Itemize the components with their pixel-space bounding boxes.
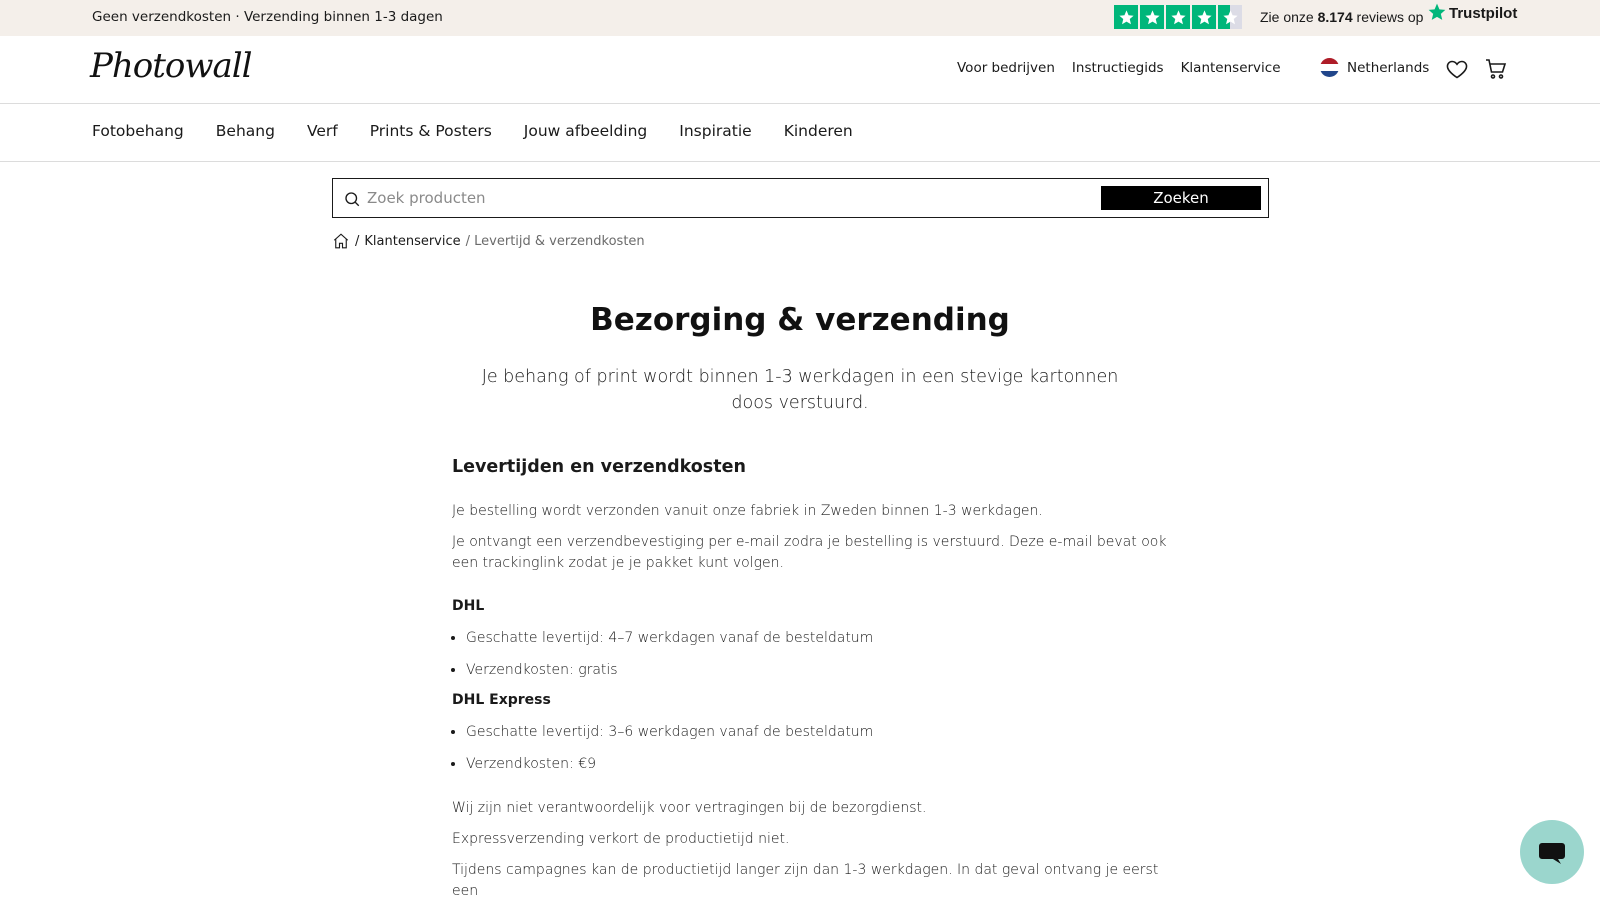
site-header [0, 36, 1600, 104]
nav-fotobehang[interactable]: Fotobehang [92, 122, 184, 140]
trustpilot-star-icon [1427, 2, 1447, 22]
home-icon[interactable] [332, 232, 350, 250]
list-item: • Geschatte levertijd: 3–6 werkdagen vanaf de besteldatum [466, 722, 1172, 742]
link-voor-bedrijven[interactable]: Voor bedrijven [957, 60, 1055, 76]
paragraph-shipping-origin: Je bestelling wordt verzonden vanuit onze fabriek in Zweden binnen 1-3 werkdagen. [452, 503, 1043, 519]
logo-wordmark: Photowall [90, 46, 252, 86]
nav-kinderen[interactable]: Kinderen [783, 122, 853, 140]
star-icon [1166, 5, 1190, 29]
search-input[interactable] [367, 184, 1097, 212]
shipping-content [452, 457, 1172, 900]
search-icon [343, 190, 361, 208]
section-title: Levertijden en verzendkosten [452, 457, 746, 477]
list-item: • Verzendkosten: €9 [466, 754, 1172, 774]
breadcrumb-klantenservice[interactable]: Klantenservice [364, 233, 461, 249]
star-icon [1114, 5, 1138, 29]
carrier-dhl-express-list [466, 722, 1172, 774]
main-navigation [0, 104, 1600, 162]
carrier-dhl-list [466, 628, 1172, 680]
breadcrumb-current: / Levertijd & verzendkosten [465, 233, 645, 249]
list-item: • Geschatte levertijd: 4–7 werkdagen vanaf de besteldatum [466, 628, 1172, 648]
list-item: • Verzendkosten: gratis [466, 660, 1172, 680]
carrier-dhl-title: DHL [452, 598, 485, 614]
reviews-suffix: reviews op [1356, 9, 1424, 25]
carrier-dhl-express-title: DHL Express [452, 692, 551, 708]
header-links [957, 60, 1281, 76]
nav-jouw-afbeelding[interactable]: Jouw afbeelding [523, 122, 648, 140]
paragraph-carrier-delays: Wij zijn niet verantwoordelijk voor vertragingen bij de bezorgdienst. [452, 800, 927, 816]
search-bar [332, 178, 1269, 218]
star-icon [1140, 5, 1164, 29]
top-promo-bar [0, 0, 1600, 36]
breadcrumb-separator: / [355, 233, 360, 249]
paragraph-express-note: Expressverzending verkort de productietijd niet. [452, 831, 790, 847]
breadcrumb [332, 232, 645, 250]
page-lead: Je behang of print wordt binnen 1-3 werkdagen in een stevige kartonnen doos verstuurd. [481, 367, 1119, 413]
star-icon [1192, 5, 1216, 29]
paragraph-confirmation-email: Je ontvangt een verzendbevestiging per e-mail zodra je bestelling is verstuurd. Deze e-mail bevat ook een trackinglink zodat je je pakket kunt volgen. [452, 534, 1167, 571]
chat-bubble-icon [1536, 836, 1568, 868]
reviews-count: 8.174 [1317, 9, 1353, 25]
nav-prints-posters[interactable]: Prints & Posters [369, 122, 492, 140]
reviews-prefix: Zie onze [1260, 9, 1314, 25]
link-klantenservice[interactable]: Klantenservice [1180, 60, 1281, 76]
trustpilot-reviews-link[interactable] [1260, 9, 1423, 25]
half-star-icon [1218, 5, 1242, 29]
trustpilot-label: Trustpilot [1449, 5, 1518, 22]
photowall-logo[interactable] [90, 48, 265, 92]
country-label: Netherlands [1347, 59, 1430, 76]
country-selector[interactable] [1320, 58, 1429, 77]
link-instructiegids[interactable]: Instructiegids [1071, 60, 1164, 76]
cart-icon[interactable] [1483, 56, 1509, 82]
netherlands-flag-icon [1320, 58, 1339, 77]
shipping-promo-text: Geen verzendkosten · Verzending binnen 1-3 dagen [92, 9, 443, 25]
nav-inspiratie[interactable]: Inspiratie [679, 122, 752, 140]
nav-behang[interactable]: Behang [215, 122, 275, 140]
trustpilot-logo[interactable] [1427, 5, 1517, 22]
search-button[interactable]: Zoeken [1101, 186, 1261, 210]
nav-verf[interactable]: Verf [306, 122, 338, 140]
trustpilot-rating-stars[interactable] [1114, 5, 1242, 29]
wishlist-heart-icon[interactable] [1444, 56, 1470, 82]
page-title: Bezorging & verzending [590, 302, 1010, 338]
chat-widget-button[interactable] [1520, 820, 1584, 884]
paragraph-campaign-note: Tijdens campagnes kan de productietijd langer zijn dan 1-3 werkdagen. In dat geval ontvang je eerst een [452, 862, 1159, 899]
